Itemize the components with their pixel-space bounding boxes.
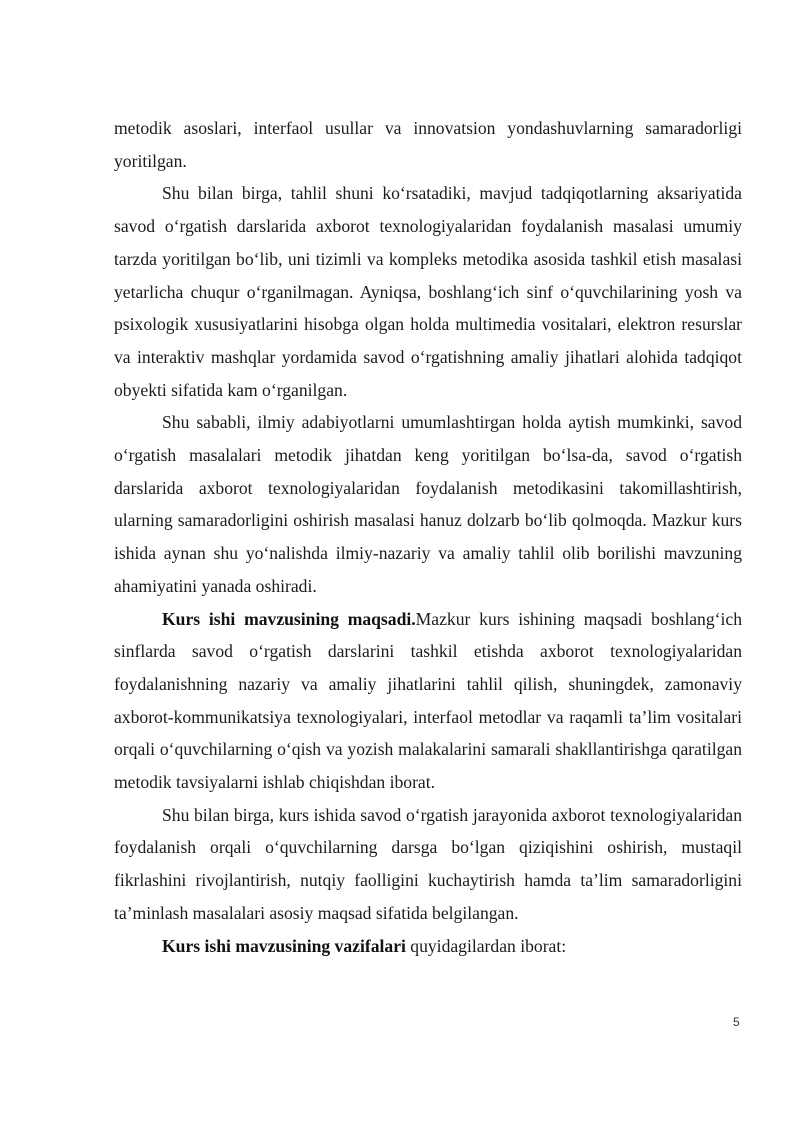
paragraph-intro: metodik asoslari, interfaol usullar va innovatsion yondashuvlarning samaradorligi yoritilgan. xyxy=(114,118,742,171)
page-number: 5 xyxy=(733,1015,740,1029)
goal-heading: Kurs ishi mavzusining maqsadi. xyxy=(162,608,416,629)
document-page xyxy=(114,112,742,962)
paragraph-goal xyxy=(114,603,742,799)
paragraph-tasks xyxy=(114,930,742,963)
tasks-text: quyidagilardan iborat: xyxy=(405,935,567,956)
tasks-heading: Kurs ishi mavzusining vazifalari xyxy=(162,935,406,956)
paragraph-conclusion: Shu sababli, ilmiy adabiyotlarni umumlashtirgan holda aytish mumkinki, savod o‘rgatish masalalari metodik jihatdan keng yoritilgan bo‘lsa-da, savod o‘rgatish darslarida axborot texnologiyalaridan foydalanish metodikasini takomillashtirish, ularning samaradorligini oshirish masalasi hanuz dolzarb bo‘lib qolmoqda. Mazkur kurs ishida aynan shu yo‘nalishda ilmiy-nazariy va amaliy tahlil olib borilishi mavzuning ahamiyatini yanada oshiradi. xyxy=(114,412,742,596)
goal-text: Mazkur kurs ishining maqsadi boshlang‘ich sinflarda savod o‘rgatish darslarini tashkil etishda axborot texnologiyalaridan foydalanishning nazariy va amaliy jihatlarini tahlil qilish, shuningdek, zamonaviy axborot-kommunikatsiya texnologiyalari, interfaol metodlar va raqamli ta’lim vositalari orqali o‘quvchilarning o‘qish va yozish malakalarini samarali shakllantirishga qaratilgan metodik tavsiyalarni ishlab chiqishdan iborat. xyxy=(114,608,742,793)
paragraph-goal-extra: Shu bilan birga, kurs ishida savod o‘rgatish jarayonida axborot texnologiyalaridan foydalanish orqali o‘quvchilarning darsga bo‘lgan qiziqishini oshirish, mustaqil fikrlashini rivojlantirish, nutqiy faolligini kuchaytirish hamda ta’lim samaradorligini ta’minlash masalalari asosiy maqsad sifatida belgilangan. xyxy=(114,804,742,923)
paragraph-analysis: Shu bilan birga, tahlil shuni ko‘rsatadiki, mavjud tadqiqotlarning aksariyatida savod o‘rgatish darslarida axborot texnologiyalaridan foydalanish masalasi umumiy tarzda yoritilgan bo‘lib, uni tizimli va kompleks metodika asosida tashkil etish masalasi yetarlicha chuqur o‘rganilmagan. Ayniqsa, boshlang‘ich sinf o‘quvchilarining yosh va psixologik xususiyatlarini hisobga olgan holda multimedia vositalari, elektron resurslar va interaktiv mashqlar yordamida savod o‘rgatishning amaliy jihatlari alohida tadqiqot obyekti sifatida kam o‘rganilgan. xyxy=(114,183,742,400)
